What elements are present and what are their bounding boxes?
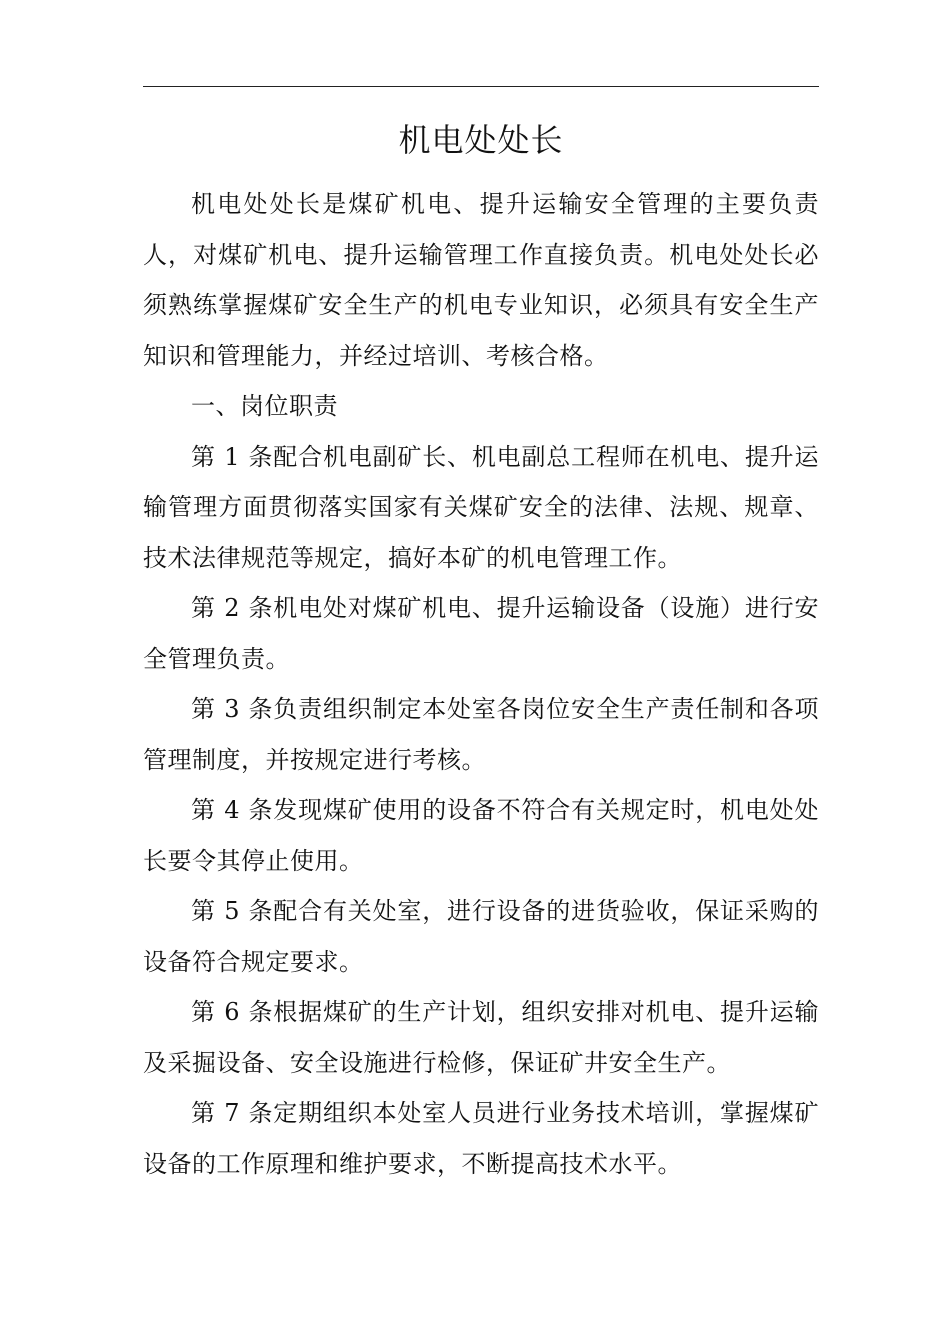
article-2: 第 2 条机电处对煤矿机电、提升运输设备（设施）进行安全管理负责。 bbox=[143, 594, 819, 673]
document-body bbox=[143, 179, 819, 1189]
article-1: 第 1 条配合机电副矿长、机电副总工程师在机电、提升运输管理方面贯彻落实国家有关煤矿安全的法律、法规、规章、技术法律规范等规定，搞好本矿的机电管理工作。 bbox=[143, 442, 819, 572]
article-3: 第 3 条负责组织制定本处室各岗位安全生产责任制和各项管理制度，并按规定进行考核。 bbox=[143, 695, 819, 774]
page-title: 机电处处长 bbox=[398, 121, 564, 159]
header-rule bbox=[143, 86, 819, 87]
intro-paragraph: 机电处处长是煤矿机电、提升运输安全管理的主要负责人，对煤矿机电、提升运输管理工作直接负责。机电处处长必须熟练掌握煤矿安全生产的机电专业知识，必须具有安全生产知识和管理能力，并经过培训、考核合格。 bbox=[143, 190, 819, 370]
article-4: 第 4 条发现煤矿使用的设备不符合有关规定时，机电处处长要令其停止使用。 bbox=[143, 796, 819, 875]
article-7: 第 7 条定期组织本处室人员进行业务技术培训，掌握煤矿设备的工作原理和维护要求，不断提高技术水平。 bbox=[143, 1099, 819, 1178]
section-heading-duties: 一、岗位职责 bbox=[191, 392, 338, 420]
article-5: 第 5 条配合有关处室，进行设备的进货验收，保证采购的设备符合规定要求。 bbox=[143, 897, 819, 976]
article-6: 第 6 条根据煤矿的生产计划，组织安排对机电、提升运输及采掘设备、安全设施进行检修，保证矿井安全生产。 bbox=[143, 998, 819, 1077]
